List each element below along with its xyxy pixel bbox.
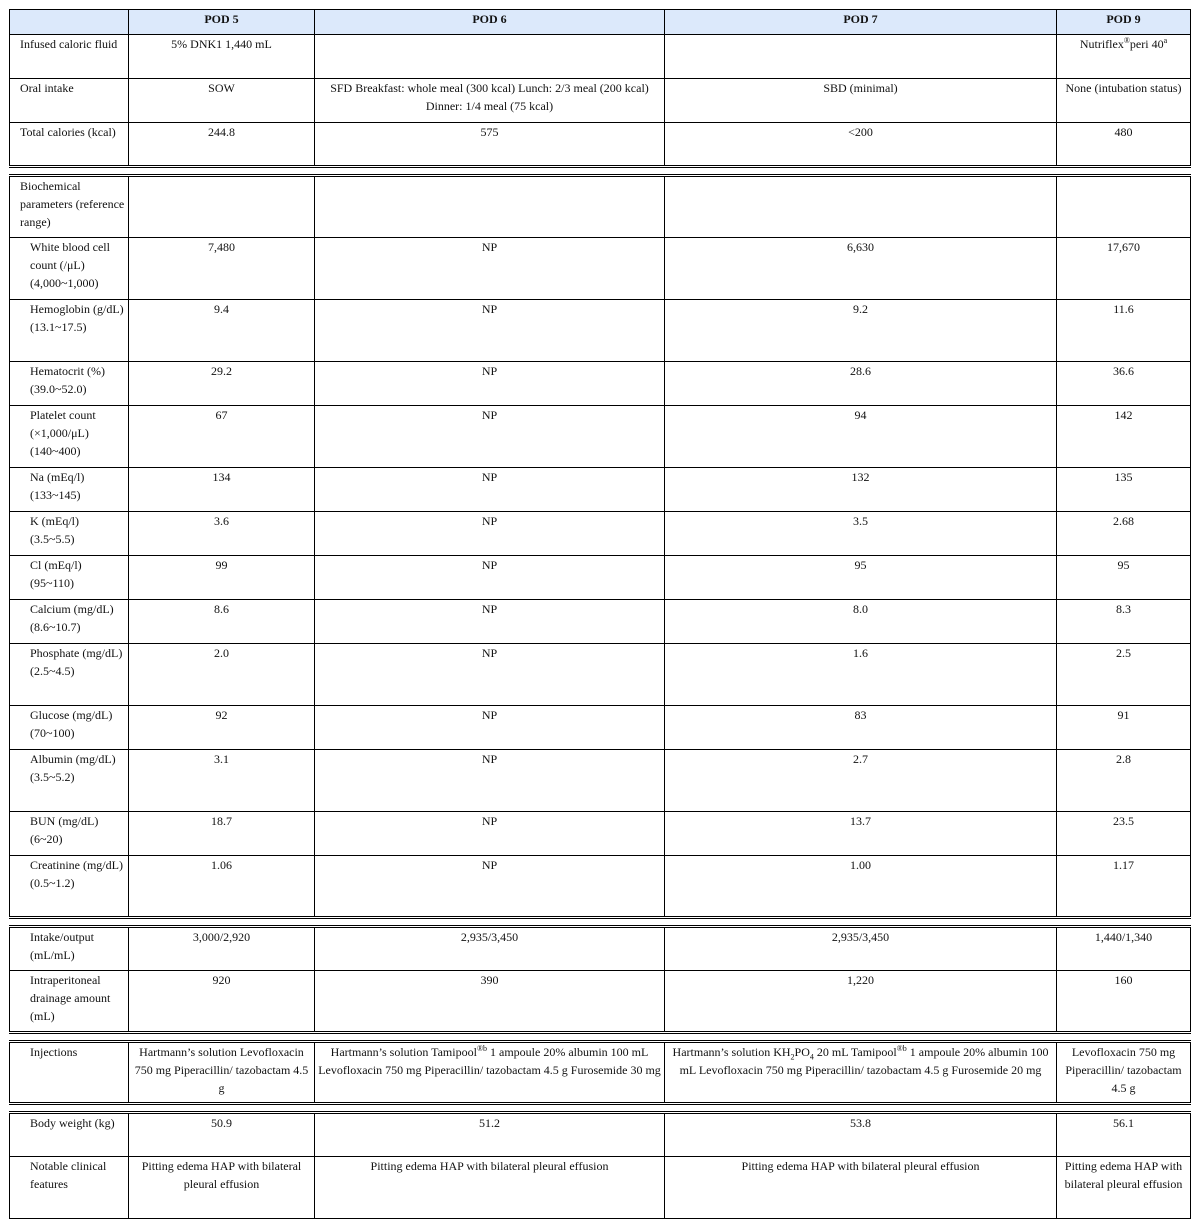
cell-value: 1.06 xyxy=(129,856,315,918)
cell-value: 1.00 xyxy=(665,856,1057,918)
row-label: Calcium (mg/dL) (8.6~10.7) xyxy=(10,600,129,644)
cell-value: 17,670 xyxy=(1057,238,1191,300)
cell-value: 91 xyxy=(1057,706,1191,750)
cell-value: 160 xyxy=(1057,971,1191,1033)
cell-value: 53.8 xyxy=(665,1113,1057,1157)
cell-value xyxy=(1057,35,1191,79)
cell-value: 3.6 xyxy=(129,512,315,556)
header-cell-pod6: POD 6 xyxy=(315,10,665,35)
row-label: Total calories (kcal) xyxy=(10,123,129,167)
section-heading: Biochemical parameters (reference range) xyxy=(10,176,129,238)
cell-value: 7,480 xyxy=(129,238,315,300)
cell-text: Nutriflex xyxy=(1079,37,1124,51)
cell-text: 1 ampoule 20% albumin 100 mL Levofloxacin 750 mg Piperacillin/ tazobactam 4.5 g Furosemide 30 mg xyxy=(318,1045,661,1077)
cell-value: 6,630 xyxy=(665,238,1057,300)
cell-text: 1 ampoule 20% albumin 100 mL Levofloxacin 750 mg Piperacillin/ tazobactam 4.5 g Furosemide 20 mg xyxy=(679,1045,1049,1077)
table-row xyxy=(10,468,1191,512)
cell-value: <200 xyxy=(665,123,1057,167)
cell-value: 2.8 xyxy=(1057,750,1191,812)
table-row xyxy=(10,362,1191,406)
superscript: ®b xyxy=(476,1044,488,1053)
cell-value: 2.68 xyxy=(1057,512,1191,556)
cell-text: 20 mL Tamipool xyxy=(813,1045,897,1059)
cell-value: 920 xyxy=(129,971,315,1033)
table-row xyxy=(10,812,1191,856)
table-row xyxy=(10,556,1191,600)
table-row xyxy=(10,856,1191,918)
cell-value: 2.7 xyxy=(665,750,1057,812)
table-row xyxy=(10,406,1191,468)
row-label: Injections xyxy=(10,1042,129,1104)
cell-value: Pitting edema HAP with bilateral pleural effusion xyxy=(1057,1157,1191,1219)
table-row xyxy=(10,1113,1191,1157)
cell-value: Hartmann’s solution Levofloxacin 750 mg Piperacillin/ tazobactam 4.5 g xyxy=(129,1042,315,1104)
table-row xyxy=(10,600,1191,644)
section-divider xyxy=(10,918,1191,927)
cell-value: 28.6 xyxy=(665,362,1057,406)
table-row xyxy=(10,35,1191,79)
cell-value: 56.1 xyxy=(1057,1113,1191,1157)
row-label: K (mEq/l) (3.5~5.5) xyxy=(10,512,129,556)
header-row xyxy=(10,10,1191,35)
cell-value: NP xyxy=(315,468,665,512)
cell-text: PO xyxy=(794,1045,810,1059)
superscript: a xyxy=(1163,36,1168,45)
cell-value: 51.2 xyxy=(315,1113,665,1157)
cell-value: 2,935/3,450 xyxy=(665,927,1057,971)
cell-value: 2.0 xyxy=(129,644,315,706)
row-label: Hematocrit (%) (39.0~52.0) xyxy=(10,362,129,406)
cell-value: 94 xyxy=(665,406,1057,468)
section-divider xyxy=(10,167,1191,176)
cell-value: 2,935/3,450 xyxy=(315,927,665,971)
cell-value: SBD (minimal) xyxy=(665,79,1057,123)
table-row xyxy=(10,1157,1191,1219)
table-row xyxy=(10,927,1191,971)
row-label: Phosphate (mg/dL) (2.5~4.5) xyxy=(10,644,129,706)
header-cell-pod7: POD 7 xyxy=(665,10,1057,35)
cell-value: NP xyxy=(315,706,665,750)
table-row xyxy=(10,512,1191,556)
table-row xyxy=(10,750,1191,812)
cell-value xyxy=(315,35,665,79)
cell-value xyxy=(315,1042,665,1104)
cell-text: peri 40 xyxy=(1129,37,1164,51)
cell-text: Hartmann’s solution Tamipool xyxy=(330,1045,477,1059)
cell-value: 11.6 xyxy=(1057,300,1191,362)
cell-value: 3.5 xyxy=(665,512,1057,556)
cell-value xyxy=(665,35,1057,79)
row-label: Intake/output (mL/mL) xyxy=(10,927,129,971)
cell-value: 390 xyxy=(315,971,665,1033)
header-cell-pod9: POD 9 xyxy=(1057,10,1191,35)
cell-value: 1.17 xyxy=(1057,856,1191,918)
cell-value: 142 xyxy=(1057,406,1191,468)
row-label: Oral intake xyxy=(10,79,129,123)
cell-value: 36.6 xyxy=(1057,362,1191,406)
section-divider xyxy=(10,1033,1191,1042)
cell-value: 23.5 xyxy=(1057,812,1191,856)
cell-value: 1,440/1,340 xyxy=(1057,927,1191,971)
row-label: Hemoglobin (g/dL) (13.1~17.5) xyxy=(10,300,129,362)
cell-value: NP xyxy=(315,556,665,600)
cell-value: NP xyxy=(315,512,665,556)
cell-value: 134 xyxy=(129,468,315,512)
row-label: Na (mEq/l) (133~145) xyxy=(10,468,129,512)
cell-value: 5% DNK1 1,440 mL xyxy=(129,35,315,79)
cell-value: NP xyxy=(315,856,665,918)
cell-value: None (intubation status) xyxy=(1057,79,1191,123)
cell-value: 3.1 xyxy=(129,750,315,812)
cell-value: 8.3 xyxy=(1057,600,1191,644)
row-label: Cl (mEq/l) (95~110) xyxy=(10,556,129,600)
cell-value: Pitting edema HAP with bilateral pleural effusion xyxy=(315,1157,665,1219)
cell-value: 9.2 xyxy=(665,300,1057,362)
section-divider xyxy=(10,1104,1191,1113)
clinical-course-table xyxy=(9,9,1191,1219)
cell-value: SFD Breakfast: whole meal (300 kcal) Lunch: 2/3 meal (200 kcal) Dinner: 1/4 meal (75 kcal) xyxy=(315,79,665,123)
cell-value: 2.5 xyxy=(1057,644,1191,706)
cell-value: NP xyxy=(315,406,665,468)
table-row xyxy=(10,123,1191,167)
row-label: Platelet count (×1,000/μL) (140~400) xyxy=(10,406,129,468)
cell-value: NP xyxy=(315,600,665,644)
cell-value: 95 xyxy=(1057,556,1191,600)
subscript: 2 xyxy=(790,1052,795,1062)
cell-value: Pitting edema HAP with bilateral pleural effusion xyxy=(665,1157,1057,1219)
cell-value: 18.7 xyxy=(129,812,315,856)
table-row xyxy=(10,238,1191,300)
cell-value: 99 xyxy=(129,556,315,600)
row-label: Creatinine (mg/dL) (0.5~1.2) xyxy=(10,856,129,918)
cell-value: SOW xyxy=(129,79,315,123)
cell-value: 67 xyxy=(129,406,315,468)
table-row xyxy=(10,1042,1191,1104)
cell-value: 575 xyxy=(315,123,665,167)
row-label: Albumin (mg/dL) (3.5~5.2) xyxy=(10,750,129,812)
subscript: 4 xyxy=(809,1052,814,1062)
cell-value: 1,220 xyxy=(665,971,1057,1033)
cell-value: NP xyxy=(315,300,665,362)
cell-value: 50.9 xyxy=(129,1113,315,1157)
header-cell-pod5: POD 5 xyxy=(129,10,315,35)
cell-value: 92 xyxy=(129,706,315,750)
superscript: ®b xyxy=(896,1044,907,1053)
cell-value: 95 xyxy=(665,556,1057,600)
table-row xyxy=(10,176,1191,238)
cell-value: 1.6 xyxy=(665,644,1057,706)
header-cell-empty xyxy=(10,10,129,35)
cell-value: 135 xyxy=(1057,468,1191,512)
cell-value: Pitting edema HAP with bilateral pleural effusion xyxy=(129,1157,315,1219)
row-label: Intraperitoneal drainage amount (mL) xyxy=(10,971,129,1033)
cell-value: 244.8 xyxy=(129,123,315,167)
row-label: Infused caloric fluid xyxy=(10,35,129,79)
table-row xyxy=(10,706,1191,750)
cell-value: 132 xyxy=(665,468,1057,512)
cell-value: 9.4 xyxy=(129,300,315,362)
cell-value: NP xyxy=(315,238,665,300)
cell-value: NP xyxy=(315,750,665,812)
cell-text: Hartmann’s solution KH xyxy=(672,1045,791,1059)
cell-value: 29.2 xyxy=(129,362,315,406)
row-label: Body weight (kg) xyxy=(10,1113,129,1157)
table-row xyxy=(10,300,1191,362)
row-label: Glucose (mg/dL) (70~100) xyxy=(10,706,129,750)
table-row xyxy=(10,79,1191,123)
cell-value: 83 xyxy=(665,706,1057,750)
cell-value: NP xyxy=(315,362,665,406)
cell-value: 3,000/2,920 xyxy=(129,927,315,971)
table-row xyxy=(10,644,1191,706)
cell-value: NP xyxy=(315,644,665,706)
cell-value: NP xyxy=(315,812,665,856)
cell-value: Levofloxacin 750 mg Piperacillin/ tazobactam 4.5 g xyxy=(1057,1042,1191,1104)
table-row xyxy=(10,971,1191,1033)
superscript: ® xyxy=(1123,36,1130,45)
row-label: White blood cell count (/μL) (4,000~1,000) xyxy=(10,238,129,300)
cell-value: 480 xyxy=(1057,123,1191,167)
clinical-table-container xyxy=(9,9,1190,1219)
row-label: Notable clinical features xyxy=(10,1157,129,1219)
cell-value: 8.6 xyxy=(129,600,315,644)
cell-value: 8.0 xyxy=(665,600,1057,644)
row-label: BUN (mg/dL) (6~20) xyxy=(10,812,129,856)
cell-value: 13.7 xyxy=(665,812,1057,856)
cell-value xyxy=(665,1042,1057,1104)
